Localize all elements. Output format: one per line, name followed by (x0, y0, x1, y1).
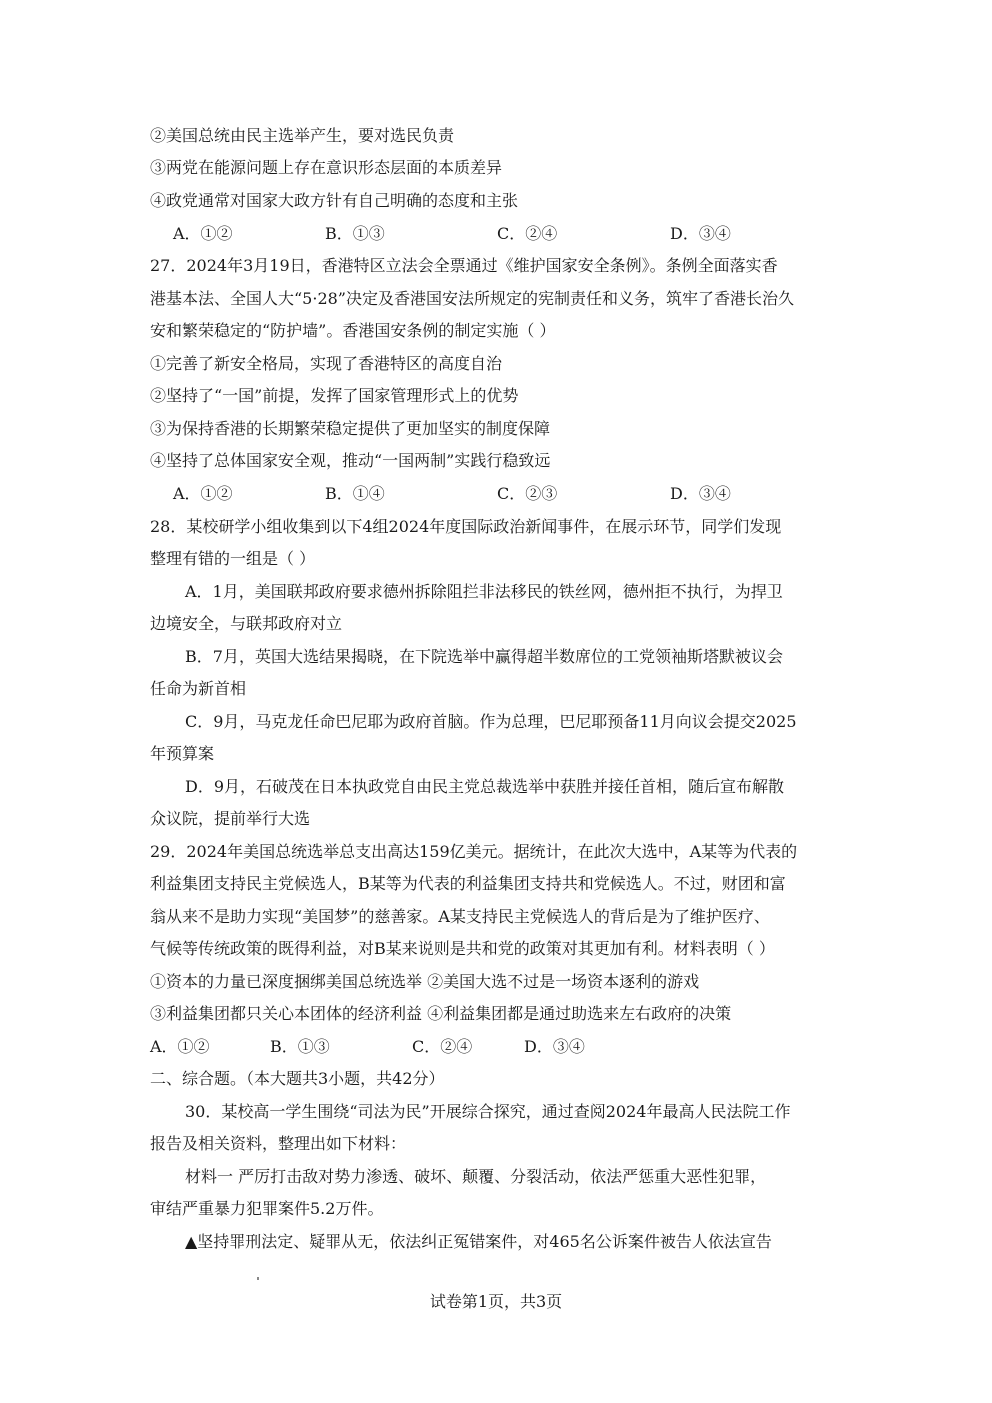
text-line: ①资本的力量已深度捆绑美国总统选举 ②美国大选不过是一场资本逐利的游戏 (150, 972, 700, 991)
option-choice: D．③④ (670, 224, 731, 243)
text-line: ③利益集团都只关心本团体的经济利益 ④利益集团都是通过助选来左右政府的决策 (150, 1004, 732, 1023)
option-choice: D．③④ (524, 1037, 585, 1056)
option-row (0, 483, 992, 505)
text-line: 众议院，提前举行大选 (150, 809, 311, 828)
text-line: 材料一 严厉打击敌对势力渗透、破坏、颠覆、分裂活动，依法严惩重大恶性犯罪， (185, 1167, 767, 1186)
text-line: ②美国总统由民主选举产生，要对选民负责 (150, 126, 455, 145)
option-choice: A．①② (173, 484, 233, 503)
text-line: 翁从来不是助力实现“美国梦”的慈善家。A某支持民主党候选人的背后是为了维护医疗、 (150, 907, 770, 926)
text-line: A．1月，美国联邦政府要求德州拆除阻拦非法移民的铁丝网，德州拒不执行，为捍卫 (185, 582, 783, 601)
text-line: ①完善了新安全格局，实现了香港特区的高度自治 (150, 354, 503, 373)
text-line: 二、综合题。（本大题共3小题，共42分） (150, 1069, 445, 1088)
option-choice: D．③④ (670, 484, 731, 503)
option-row (0, 223, 992, 245)
option-choice: C．②③ (497, 484, 558, 503)
text-line: ③为保持香港的长期繁荣稳定提供了更加坚实的制度保障 (150, 419, 551, 438)
text-line: 气候等传统政策的既得利益，对B某来说则是共和党的政策对其更加有利。材料表明（ ） (150, 939, 775, 958)
option-choice: C．②④ (412, 1037, 473, 1056)
text-line: 29．2024年美国总统选举总支出高达159亿美元。据统计，在此次大选中，A某等为代表的 (150, 842, 798, 861)
page-footer: 试卷第1页，共3页 (429, 1292, 563, 1311)
option-choice: B．①④ (325, 484, 385, 503)
text-line: 审结严重暴力犯罪案件5.2万件。 (150, 1199, 384, 1218)
text-line: 任命为新首相 (150, 679, 247, 698)
text-line: 27．2024年3月19日，香港特区立法会全票通过《维护国家安全条例》。条例全面落实香 (150, 256, 778, 275)
option-choice: A．①② (150, 1037, 210, 1056)
text-line: 整理有错的一组是（ ） (150, 549, 316, 568)
text-line: ③两党在能源问题上存在意识形态层面的本质差异 (150, 158, 503, 177)
option-choice: C．②④ (497, 224, 558, 243)
text-line: 28．某校研学小组收集到以下4组2024年度国际政治新闻事件，在展示环节，同学们发现 (150, 517, 782, 536)
option-row (0, 1036, 992, 1058)
text-line: 30．某校高一学生围绕“司法为民”开展综合探究，通过查阅2024年最高人民法院工作 (185, 1102, 791, 1121)
text-line: 年预算案 (150, 744, 215, 763)
text-line: B．7月，英国大选结果揭晓，在下院选举中赢得超半数席位的工党领袖斯塔默被议会 (185, 647, 783, 666)
text-line: ④政党通常对国家大政方针有自己明确的态度和主张 (150, 191, 519, 210)
text-line: 利益集团支持民主党候选人，B某等为代表的利益集团支持共和党候选人。不过，财团和富 (150, 874, 786, 893)
text-line: ②坚持了“一国”前提，发挥了国家管理形式上的优势 (150, 386, 519, 405)
scan-speck (257, 1277, 259, 1280)
option-choice: B．①③ (270, 1037, 330, 1056)
text-line: 港基本法、全国人大“5·28”决定及香港国安法所规定的宪制责任和义务，筑牢了香港长治久 (150, 289, 794, 308)
text-line: D．9月，石破茂在日本执政党自由民主党总裁选举中获胜并接任首相，随后宣布解散 (185, 777, 785, 796)
text-line: 边境安全，与联邦政府对立 (150, 614, 343, 633)
text-line: 安和繁荣稳定的“防护墙”。香港国安条例的制定实施（ ） (150, 321, 556, 340)
text-line: C．9月，马克龙任命巴尼耶为政府首脑。作为总理，巴尼耶预备11月向议会提交2025 (185, 712, 797, 731)
text-line: ▲坚持罪刑法定、疑罪从无，依法纠正冤错案件，对465名公诉案件被告人依法宣告 (185, 1232, 772, 1251)
text-line: ④坚持了总体国家安全观，推动“一国两制”实践行稳致远 (150, 451, 551, 470)
text-line: 报告及相关资料，整理出如下材料： (150, 1134, 407, 1153)
option-choice: A．①② (173, 224, 233, 243)
option-choice: B．①③ (325, 224, 385, 243)
